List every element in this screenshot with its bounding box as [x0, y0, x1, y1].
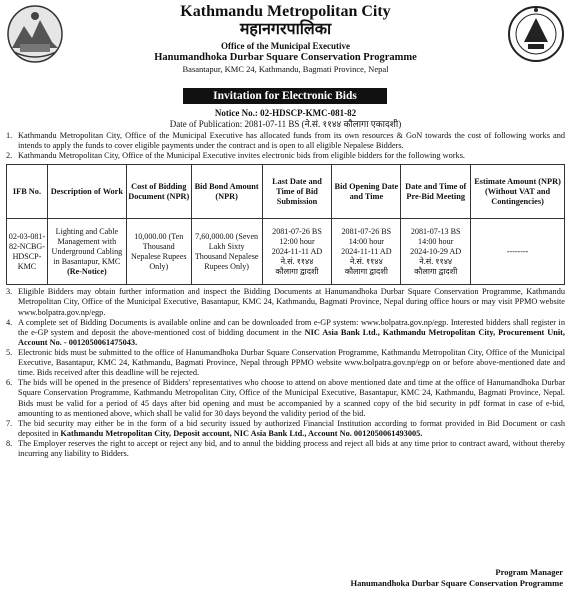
bank-account-deposit: Kathmandu Metropolitan City, Deposit account, NIC Asia Bank Ltd., Account No. 0012050061493005. [60, 428, 423, 438]
opening-datetime: 2081-07-26 BS 14:00 hour 2024-11-11 AD ने.सं. ११४४ कौलागा द्वादशी [332, 219, 401, 285]
programme-name: Hanumandhoka Durbar Square Conservation Programme [154, 52, 417, 63]
paragraph-3: 3. Eligible Bidders may obtain further information and inspect the Bidding Documents at Hanumandhoka Durbar Square Conservation Programme, Kathmandu Metropolitan City, Office of the Municipal Executive, Basantapur, KMC 24, Kathmandu, Bagmati Province, Nepal during office hours or may visit PPMO website www.bolpatra.gov.np/egp. [6, 287, 565, 317]
signatory-office: Hanumandhoka Durbar Square Conservation Programme [350, 578, 563, 588]
col-estimate: Estimate Amount (NPR) (Without VAT and Contingencies) [471, 165, 565, 219]
paragraph-2: 2. Kathmandu Metropolitan City, Office of the Municipal Executive invites electronic bids from eligible bidders for the following works. [6, 151, 466, 161]
submission-datetime: 2081-07-26 BS 12:00 hour 2024-11-11 AD ने.सं. ११४४ कौलागा द्वादशी [262, 219, 332, 285]
paragraph-6: 6. The bids will be opened in the presence of Bidders' representatives who choose to attend on above mentioned date and time at the office of Hanumandhoka Durbar Square Conservation Programme, Kathmandu Metropolitan City, Office of the Municipal Executive, Basantapur, KMC 24, Kathmandu, Bagmati Province, Nepal. Bids must be valid for a period of 45 days after bid opening and must be accompanied by a scanned copy of the bid security in pdf format in case of e-bid, amounting to as mentioned above, which shall be valid for 30 days beyond the validity period of the bid. [6, 378, 565, 418]
address: Basantapur, KMC 24, Kathmandu, Bagmati Province, Nepal [182, 64, 389, 74]
col-doc-cost: Cost of Bidding Document (NPR) [126, 165, 191, 219]
bid-bond: 7,60,000.00 (Seven Lakh Sixty Thousand Nepalese Rupees Only) [191, 219, 262, 285]
doc-cost: 10,000.00 (Ten Thousand Nepalese Rupees Only) [126, 219, 191, 285]
kmc-emblem-logo [6, 4, 64, 64]
nepali-title: महानगरपालिका [239, 21, 332, 38]
paragraph-1: 1. Kathmandu Metropolitan City, Office of the Municipal Executive has allocated funds from its own resources & GoN towards the cost of following works and intends to apply the funds to cover eligible payments under the contract and is open to all eligible Nepalese Bidders. [6, 131, 565, 151]
seal-logo [506, 2, 566, 66]
office-name: Office of the Municipal Executive [221, 41, 350, 51]
prebid-datetime: 2081-07-13 BS 14:00 hour 2024-10-29 AD ने.सं. ११४४ कौलागा द्वादशी [401, 219, 471, 285]
notice-body [6, 131, 565, 459]
signatory-role: Program Manager [495, 567, 563, 577]
paragraph-8: 8. The Employer reserves the right to accept or reject any bid, and to annul the bidding process and reject all bids at any time prior to contract award, without thereby incurring any liability to Bidders. [6, 438, 565, 459]
col-prebid: Date and Time of Pre-Bid Meeting [401, 165, 471, 219]
col-ifb-no: IFB No. [7, 165, 48, 219]
ifb-number: 02-03-081-82-NCBG-HDSCP-KMC [7, 219, 48, 285]
paragraph-7: 7. The bid security may either be in the form of a bid security issued by authorized Financial Institution according to format provided in Bid Document or cash deposited in Kathmandu Metropolitan City, Deposit account, NIC Asia Bank Ltd., Account No. 0012050061493005. [6, 418, 565, 438]
paragraph-4: 4. A complete set of Bidding Documents is available online and can be downloaded from e-GP system: www.bolpatra.gov.np/egp. Interested bidders shall register in the e-GP system and deposit the above-mentioned cost of bidding document in the NIC Asia Bank Ltd., Kathmandu Metropolitan City, Procurement Unit, Account No. - 0012050061475043. [6, 317, 565, 347]
publication-date: Date of Publication: 2081-07-11 BS (ने.सं. ११४४ कौलागा एकादशी) [169, 119, 402, 129]
table-row [7, 219, 565, 285]
col-opening: Bid Opening Date and Time [332, 165, 401, 219]
work-description: Lighting and Cable Management with Underground Cabling in Basantapur, KMC (Re-Notice) [47, 219, 126, 285]
col-description: Description of Work [47, 165, 126, 219]
notice-number: Notice No.: 02-HDSCP-KMC-081-82 [214, 108, 357, 118]
letterhead [70, 2, 501, 74]
col-submission: Last Date and Time of Bid Submission [262, 165, 332, 219]
paragraph-5: 5. Electronic bids must be submitted to the office of Hanumandhoka Durbar Square Conservation Programme, Kathmandu Metropolitan City, Office of the Municipal Executive, Basantapur, KMC 24, Kathmandu, Bagmati Province, Nepal through PPMO website www.bolpatra.gov.np/egp on or before above-mentioned date and time. Bids received after this deadline will be rejected. [6, 347, 565, 378]
invitation-banner: Invitation for Electronic Bids [183, 88, 387, 104]
bid-table [6, 164, 565, 285]
table-header-row [7, 165, 565, 219]
re-notice-label: (Re-Notice) [67, 266, 107, 276]
signature-block [350, 567, 563, 589]
col-bid-bond: Bid Bond Amount (NPR) [191, 165, 262, 219]
city-title: Kathmandu Metropolitan City [180, 3, 391, 20]
estimate-amount: -------- [471, 219, 565, 285]
bank-account-procurement: NIC Asia Bank Ltd., Kathmandu Metropolitan City, Procurement Unit, Account No. - 0012050061475043. [18, 327, 565, 347]
